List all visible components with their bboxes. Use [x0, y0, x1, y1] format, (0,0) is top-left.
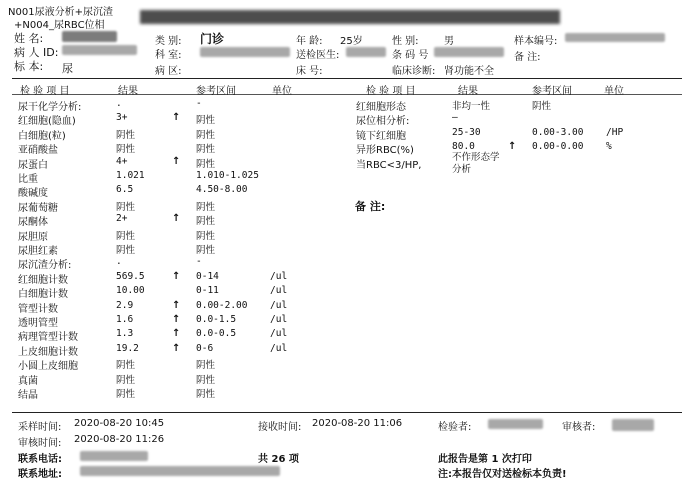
total-items: 共 26 项	[258, 454, 299, 465]
unit: %	[606, 141, 612, 153]
item-name: 尿蛋白	[18, 159, 48, 171]
diagnosis-label: 临床诊断:	[392, 66, 436, 77]
result: 6.5	[116, 184, 134, 196]
ref-range: 0.00-2.00	[196, 299, 248, 311]
ref-range: 阴性	[196, 230, 216, 242]
category-label: 类 别:	[155, 36, 182, 47]
flag: ↑	[172, 270, 181, 282]
item-name: 小圆上皮细胞	[18, 361, 78, 373]
left-header-unit: 单位	[272, 86, 292, 97]
patient-id-label: 病 人 ID:	[14, 46, 59, 59]
unit: /ul	[270, 328, 288, 340]
item-name: 比重	[18, 174, 38, 185]
right-header-ref: 参考区间	[532, 86, 572, 97]
item-name: 红细胞计数	[18, 274, 68, 286]
sample-no-redacted	[565, 33, 665, 42]
unit: /HP	[606, 126, 624, 138]
item-name: 白细胞计数	[18, 289, 68, 301]
address-redacted	[80, 466, 280, 476]
ref-range: 0-14	[196, 270, 219, 282]
item-name: 尿干化学分析:	[18, 102, 82, 113]
result: 1.021	[116, 170, 145, 181]
ref-range: 0.00-3.00	[532, 126, 584, 138]
right-header-result: 结果	[458, 86, 478, 97]
ref-range: 阴性	[196, 115, 216, 127]
ref-range: 阴性	[196, 216, 216, 228]
ref-range: -	[196, 256, 202, 268]
result: 阴性	[116, 201, 136, 213]
item-name: 当RBC<3/HP,	[356, 159, 422, 171]
test-code-line-2: +N004_尿RBC位相	[14, 20, 105, 31]
remarks-label: 备 注:	[355, 200, 386, 213]
age-label: 年 龄:	[296, 36, 323, 47]
result: .	[116, 98, 122, 109]
diagnosis-value: 肾功能不全	[444, 66, 494, 77]
item-name: 结晶	[18, 390, 38, 401]
dept-label: 科 室:	[155, 50, 182, 61]
result: 3+	[116, 112, 128, 124]
review-label: 审核时间:	[18, 438, 62, 449]
result: 25-30	[452, 126, 481, 138]
item-name: 镜下红细胞	[356, 130, 406, 142]
result: 569.5	[116, 270, 145, 282]
result: 阴性	[116, 129, 136, 141]
table-header-rule	[12, 94, 682, 95]
ref-range: 0-6	[196, 342, 214, 354]
category-value: 门诊	[200, 32, 225, 46]
result: 阴性	[116, 360, 136, 372]
flag: ↑	[172, 155, 181, 167]
age-value: 25岁	[340, 36, 363, 47]
result: —	[452, 112, 458, 124]
result: .	[116, 256, 122, 268]
doctor-label: 送检医生:	[296, 50, 340, 61]
ref-range: 4.50-8.00	[196, 184, 248, 196]
sex-value: 男	[444, 36, 454, 47]
reviewer-label: 审核者:	[562, 422, 596, 433]
unit: /ul	[270, 270, 288, 282]
result: 阴性	[116, 230, 136, 242]
ref-range: 阴性	[196, 389, 216, 400]
footer-rule	[12, 412, 682, 413]
item-name: 尿酮体	[18, 217, 48, 229]
flag: ↑	[172, 342, 181, 354]
left-header-item: 检 验 项 目	[20, 86, 70, 97]
ref-range: 阴性	[196, 360, 216, 372]
report-title-redacted	[140, 10, 560, 24]
test-code-line-1: N001尿液分析+尿沉渣	[8, 7, 113, 18]
unit: /ul	[270, 285, 288, 297]
result: 2.9	[116, 299, 134, 311]
disclaimer: 注:本报告仅对送检标本负责!	[438, 469, 567, 480]
reviewer-signature-redacted	[612, 419, 654, 431]
item-name: 尿葡萄糖	[18, 202, 58, 214]
item-name: 尿位相分析:	[356, 116, 410, 128]
item-name: 病理管型计数	[18, 332, 78, 344]
ward-label: 病 区:	[155, 66, 182, 77]
left-header-ref: 参考区间	[196, 86, 236, 97]
receive-label: 接收时间:	[258, 422, 302, 433]
ref-range: 阴性	[196, 129, 216, 141]
result: 10.00	[116, 285, 145, 297]
result: 1.3	[116, 328, 134, 340]
unit: /ul	[270, 342, 288, 354]
right-header-item: 检 验 项 目	[366, 86, 416, 97]
result: 2+	[116, 213, 128, 225]
ref-range: 阴性	[196, 201, 216, 213]
item-name: 异形RBC(%)	[356, 145, 414, 157]
name-label: 姓 名:	[14, 32, 44, 45]
patient-id-redacted	[62, 45, 137, 55]
barcode-redacted	[434, 47, 504, 57]
result: 不作形态学 分析	[452, 151, 500, 175]
item-name: 管型计数	[18, 303, 58, 315]
result: 阴性	[116, 144, 136, 156]
result: 阴性	[116, 374, 136, 386]
flag: ↑	[172, 112, 181, 124]
item-name: 亚硝酸盐	[18, 145, 58, 157]
table-top-rule	[12, 78, 682, 79]
phone-redacted	[80, 451, 148, 461]
bed-label: 床 号:	[296, 66, 323, 77]
ref-range: 0-11	[196, 285, 219, 297]
item-name: 上皮细胞计数	[18, 346, 78, 358]
ref-range: 阴性	[196, 245, 216, 256]
barcode-label: 条 码 号	[392, 50, 429, 61]
specimen-value: 尿	[62, 62, 73, 75]
collect-time: 2020-08-20 10:45	[74, 418, 165, 429]
sample-no-label: 样本编号:	[514, 36, 558, 47]
item-name: 尿胆原	[18, 231, 48, 243]
ref-range: 1.010-1.025	[196, 170, 259, 181]
ref-range: 0.00-0.00	[532, 141, 584, 153]
ref-range: -	[196, 98, 202, 109]
item-name: 尿沉渣分析:	[18, 260, 72, 272]
flag: ↑	[172, 314, 181, 325]
unit: /ul	[270, 299, 288, 311]
ref-range: 阴性	[532, 101, 552, 112]
name-redacted	[62, 31, 117, 42]
receive-time: 2020-08-20 11:06	[312, 418, 403, 429]
dept-redacted	[200, 47, 290, 57]
flag: ↑	[172, 328, 181, 340]
sex-label: 性 别:	[392, 36, 419, 47]
inspector-label: 检验者:	[438, 422, 472, 433]
collect-label: 采样时间:	[18, 422, 62, 433]
result: 1.6	[116, 314, 134, 325]
review-time: 2020-08-20 11:26	[74, 434, 165, 445]
result: 非均一性	[452, 101, 491, 112]
item-name: 尿胆红素	[18, 246, 58, 257]
doctor-redacted	[346, 47, 386, 57]
result: 阴性	[116, 245, 136, 256]
item-name: 红细胞形态	[356, 102, 406, 113]
remark-label: 备 注:	[514, 52, 541, 63]
result: 19.2	[116, 342, 139, 354]
result: 阴性	[116, 389, 136, 400]
unit: /ul	[270, 314, 288, 325]
right-header-unit: 单位	[604, 86, 624, 97]
item-name: 红细胞(隐血)	[18, 116, 76, 128]
item-name: 透明管型	[18, 318, 58, 329]
flag: ↑	[172, 213, 181, 225]
ref-range: 阴性	[196, 144, 216, 156]
item-name: 白细胞(粒)	[18, 130, 66, 142]
ref-range: 阴性	[196, 374, 216, 386]
address-label: 联系地址:	[18, 469, 62, 480]
item-name: 真菌	[18, 375, 38, 387]
flag: ↑	[508, 141, 517, 153]
print-note: 此报告是第 1 次打印	[438, 454, 532, 465]
ref-range: 阴性	[196, 158, 216, 170]
ref-range: 0.0-0.5	[196, 328, 237, 340]
specimen-label: 标 本:	[14, 60, 44, 73]
result: 80.0	[452, 141, 475, 153]
ref-range: 0.0-1.5	[196, 314, 237, 325]
item-name: 酸碱度	[18, 188, 48, 200]
left-header-result: 结果	[118, 86, 138, 97]
result: 4+	[116, 155, 128, 167]
flag: ↑	[172, 299, 181, 311]
inspector-redacted	[488, 419, 543, 429]
phone-label: 联系电话:	[18, 454, 62, 465]
